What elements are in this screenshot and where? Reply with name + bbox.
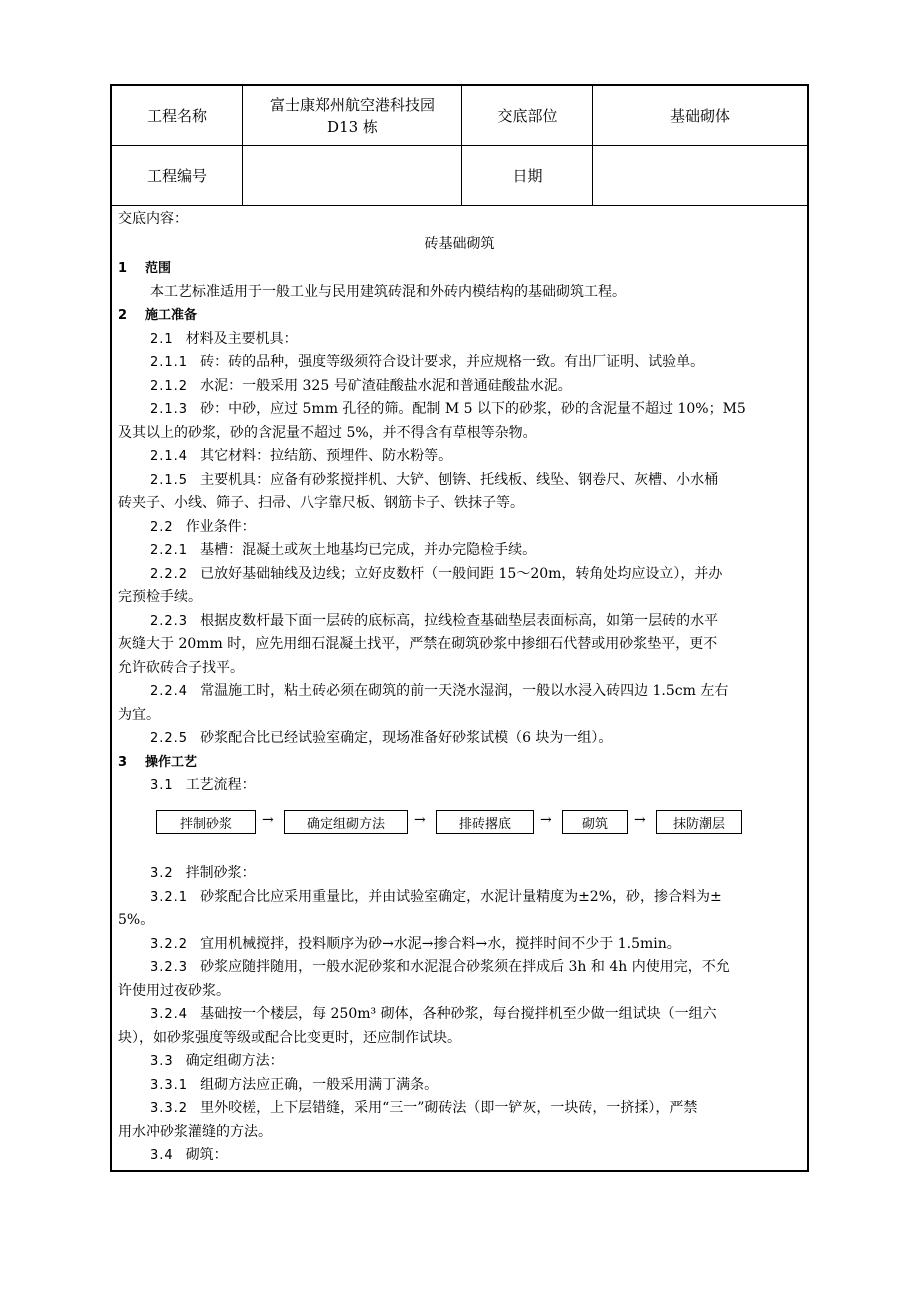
clause-line: [150, 1145, 805, 1166]
clause-number: 2.1.5: [150, 472, 189, 488]
clause-number: 3.3.2: [150, 1101, 189, 1116]
clause-line: [150, 1051, 805, 1072]
clause-number: 3.1: [150, 778, 174, 793]
section-number: 1: [118, 261, 128, 276]
clause-text: 砌筑：: [185, 1147, 228, 1163]
clause-text: 已放好基础轴线及边线；立好皮数杆（一般间距 15～20m，转角处均应设立），并办: [200, 565, 723, 582]
clause-line: [150, 1098, 805, 1119]
section-title: 操作工艺: [145, 754, 198, 770]
section-number: 3: [118, 754, 128, 770]
part-value: 基础砌体: [592, 86, 807, 145]
clause-line: [150, 728, 805, 749]
clause-number: 2.1.3: [150, 402, 189, 417]
flow-arrow-icon: →: [262, 812, 274, 828]
clause-number: 2.1: [150, 331, 174, 347]
clause-line: [150, 329, 805, 350]
clause-line: [150, 517, 805, 538]
part-label: 交底部位: [461, 86, 593, 145]
continuation-line: 及其以上的砂浆，砂的含泥量不超过 5%，并不得含有草根等杂物。: [118, 424, 537, 441]
content-area: [112, 207, 807, 1170]
section-heading: [118, 305, 805, 326]
clause-number: 2.1.4: [150, 449, 189, 464]
clause-text: 组砌方法应正确，一般采用满丁满条。: [200, 1076, 439, 1093]
clause-line: [150, 887, 805, 908]
project-name-value: [242, 86, 462, 145]
clause-line: [150, 863, 805, 884]
clause-number: 2.2.4: [150, 684, 189, 699]
header-row-2: [112, 146, 807, 206]
continuation-line: 为宜。: [118, 706, 160, 723]
flow-step: 抹防潮层: [656, 810, 742, 834]
clause-text: 材料及主要机具：: [185, 330, 298, 347]
clause-number: 3.2.2: [150, 936, 189, 952]
clause-number: 2.2.1: [150, 543, 189, 558]
clause-text: 砂浆配合比已经试验室确定，现场准备好砂浆试模（6 块为一组）。: [200, 730, 613, 746]
paragraph-line: 本工艺标准适用于一般工业与民用建筑砖混和外砖内模结构的基础砌筑工程。: [150, 283, 626, 300]
clause-number: 3.4: [150, 1148, 174, 1163]
header-row-1: [112, 86, 807, 146]
project-no-label: 工程编号: [146, 166, 207, 185]
clause-line: [150, 376, 805, 397]
clause-line: [150, 352, 805, 373]
clause-text: 砂浆配合比应采用重量比，并由试验室确定，水泥计量精度为±2%，砂，掺合料为±: [200, 888, 722, 905]
clause-line: [150, 775, 805, 796]
clause-text: 拌制砂浆：: [185, 865, 256, 881]
section-number: 2: [118, 308, 128, 323]
clause-number: 3.3: [150, 1054, 174, 1069]
clause-text: 宜用机械搅拌，投料顺序为砂→水泥→掺合料→水，搅拌时间不少于 1.5min。: [200, 935, 681, 952]
clause-number: 2.2.3: [150, 613, 189, 629]
clause-number: 2.1.1: [150, 355, 189, 370]
section-heading: [118, 752, 805, 773]
clause-line: [150, 540, 805, 561]
flow-step: 拌制砂浆: [156, 810, 256, 834]
continuation-line: 灰缝大于 20mm 时，应先用细石混凝土找平，严禁在砌筑砂浆中掺细石代替或用砂浆垫平，更不: [118, 636, 718, 652]
project-no-value: [242, 146, 462, 205]
project-name-label: 工程名称: [146, 106, 207, 125]
clause-number: 3.3.1: [150, 1077, 189, 1093]
clause-number: 2.1.2: [150, 378, 189, 394]
continuation-line: 完预检手续。: [118, 589, 202, 605]
clause-text: 作业条件：: [185, 518, 256, 535]
continuation-line: 砖夹子、小线、筛子、扫帚、八字靠尺板、钢筋卡子、铁抹子等。: [118, 495, 524, 511]
clause-text: 常温施工时，粘土砖必须在砌筑的前一天浇水湿润，一般以水浸入砖四边 1.5cm 左右: [200, 683, 729, 699]
section-title: 范围: [145, 261, 172, 276]
flow-step: 砌筑: [562, 810, 628, 834]
clause-text: 基础按一个楼层，每 250m³ 砌体，各种砂浆，每台搅拌机至少做一组试块（一组六: [200, 1006, 717, 1022]
clause-number: 2.2.2: [150, 566, 189, 582]
continuation-line: 允许砍砖合子找平。: [118, 659, 244, 676]
clause-text: 砂浆应随拌随用，一般水泥砂浆和水泥混合砂浆须在拌成后 3h 和 4h 内使用完，不允: [200, 959, 730, 975]
project-name-line-2: D13 栋: [327, 117, 378, 136]
clause-text: 其它材料：拉结筋、预埋件、防水粉等。: [200, 448, 453, 464]
clause-line: [150, 446, 805, 467]
disclosure-form: [110, 84, 809, 1172]
clause-line: [150, 399, 805, 420]
clause-line: [150, 1075, 805, 1096]
clause-text: 水泥：一般采用 325 号矿渣硅酸盐水泥和普通硅酸盐水泥。: [200, 377, 572, 394]
clause-line: [150, 681, 805, 702]
continuation-line: 许使用过夜砂浆。: [118, 982, 230, 999]
flow-step: 排砖撂底: [436, 810, 534, 834]
continuation-line: 块），如砂浆强度等级或配合比变更时，还应制作试块。: [118, 1029, 461, 1046]
flow-step: 确定组砌方法: [284, 810, 408, 834]
section-title: 施工准备: [145, 308, 198, 323]
flow-arrow-icon: →: [540, 812, 552, 828]
clause-number: 3.2.4: [150, 1007, 189, 1022]
clause-number: 3.2.3: [150, 960, 189, 975]
clause-line: [150, 611, 805, 632]
clause-number: 3.2: [150, 866, 174, 881]
clause-number: 2.2: [150, 519, 174, 535]
clause-line: [150, 1004, 805, 1025]
date-value: [592, 146, 807, 205]
section-heading: [118, 258, 805, 279]
clause-text: 里外咬槎，上下层错缝，采用“三一”砌砖法（即一铲灰，一块砖，一挤揉），严禁: [200, 1100, 698, 1116]
clause-line: [150, 470, 805, 491]
clause-text: 砂：中砂，应过 5mm 孔径的筛。配制 M 5 以下的砂浆，砂的含泥量不超过 10%；M5: [200, 401, 746, 417]
flow-arrow-icon: →: [414, 812, 426, 828]
project-name-line-1: 富士康郑州航空港科技园: [269, 95, 435, 114]
date-label: 日期: [461, 146, 593, 205]
flow-arrow-icon: →: [634, 812, 646, 828]
clause-line: [150, 957, 805, 978]
clause-line: [150, 564, 805, 585]
clause-text: 基槽：混凝土或灰土地基均已完成，并办完隐检手续。: [200, 542, 537, 558]
clause-number: 2.2.5: [150, 731, 189, 746]
clause-text: 确定组砌方法：: [185, 1053, 284, 1069]
clause-number: 3.2.1: [150, 889, 189, 905]
continuation-line: 用水冲砂浆灌缝的方法。: [118, 1123, 272, 1140]
clause-text: 根据皮数杆最下面一层砖的底标高，拉线检查基础垫层表面标高，如第一层砖的水平: [200, 612, 719, 629]
intro-label: 交底内容：: [118, 211, 188, 227]
clause-text: 砖：砖的品种，强度等级须符合设计要求，并应规格一致。有出厂证明、试验单。: [200, 354, 705, 370]
continuation-line: 5%。: [118, 912, 155, 928]
clause-line: [150, 934, 805, 955]
doc-title: 砖基础砌筑: [424, 236, 495, 252]
clause-text: 主要机具：应备有砂浆搅拌机、大铲、刨锛、托线板、线坠、钢卷尺、灰槽、小水桶: [200, 471, 719, 488]
clause-text: 工艺流程：: [185, 777, 256, 793]
